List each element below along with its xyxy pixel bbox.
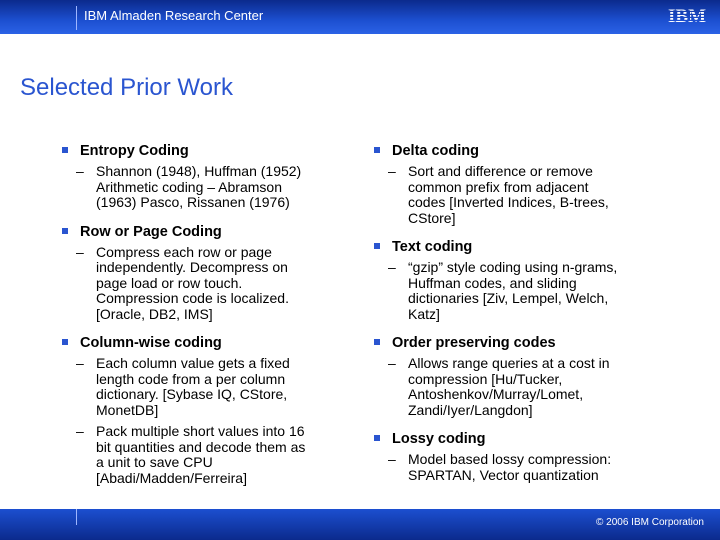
square-bullet-icon bbox=[62, 339, 68, 345]
dash-bullet-icon: – bbox=[76, 243, 84, 260]
footer-bar bbox=[0, 509, 720, 540]
ibm-logo-icon bbox=[664, 6, 710, 24]
sub-bullet-text: Model based lossy compression: SPARTAN, Vector quantization bbox=[408, 451, 612, 483]
left-column bbox=[60, 142, 360, 498]
sub-bullet-item bbox=[60, 164, 360, 211]
sub-bullet-text: Compress each row or page independently. Decompress on page load or row touch. Compression code is localized. [Oracle, DB2, IMS] bbox=[96, 243, 289, 322]
header-bar bbox=[0, 0, 720, 34]
bullet-item bbox=[372, 238, 692, 256]
bullet-item bbox=[372, 430, 692, 448]
right-column bbox=[372, 142, 692, 495]
square-bullet-icon bbox=[62, 228, 68, 234]
dash-bullet-icon: – bbox=[76, 423, 84, 439]
sub-bullet-item bbox=[372, 452, 692, 483]
dash-bullet-icon: – bbox=[76, 163, 84, 179]
bullet-item bbox=[60, 334, 360, 352]
dash-bullet-icon: – bbox=[388, 163, 396, 179]
sub-bullet-item bbox=[372, 356, 692, 418]
copyright-text: © 2006 IBM Corporation bbox=[596, 517, 704, 528]
square-bullet-icon bbox=[62, 147, 68, 153]
bullet-label: Row or Page Coding bbox=[80, 223, 222, 240]
sub-bullet-text: Sort and difference or remove common prefix from adjacent codes [Inverted Indices, B-trees, CStore] bbox=[408, 163, 609, 226]
ibm-logo-text: IBM bbox=[668, 6, 706, 24]
bullet-item bbox=[60, 142, 360, 160]
square-bullet-icon bbox=[374, 339, 380, 345]
bullet-label: Column-wise coding bbox=[80, 335, 222, 351]
sub-bullet-item bbox=[60, 424, 360, 486]
sub-bullet-text: Pack multiple short values into 16 bit quantities and decode them as a unit to save CPU [Abadi/Madden/Ferreira] bbox=[96, 423, 306, 486]
dash-bullet-icon: – bbox=[388, 259, 396, 275]
sub-bullet-text: Shannon (1948), Huffman (1952) Arithmetic coding – Abramson (1963) Pasco, Rissanen (1976) bbox=[96, 163, 302, 210]
slide-title: Selected Prior Work bbox=[20, 74, 233, 101]
sub-bullet-text: “gzip” style coding using n-grams, Huffman codes, and sliding dictionaries [Ziv, Lempel, Welch, Katz] bbox=[408, 259, 618, 322]
dash-bullet-icon: – bbox=[76, 355, 84, 371]
square-bullet-icon bbox=[374, 147, 380, 153]
dash-bullet-icon: – bbox=[388, 451, 396, 467]
bullet-label: Order preserving codes bbox=[392, 335, 556, 351]
dash-bullet-icon: – bbox=[388, 355, 396, 371]
bullet-label: Lossy coding bbox=[392, 431, 486, 447]
bullet-label: Text coding bbox=[392, 239, 473, 255]
square-bullet-icon bbox=[374, 243, 380, 249]
sub-bullet-text: Each column value gets a fixed length code from a per column dictionary. [Sybase IQ, CStore, MonetDB] bbox=[96, 355, 290, 418]
bullet-label: Entropy Coding bbox=[80, 143, 189, 159]
sub-bullet-item bbox=[60, 245, 360, 323]
footer-divider bbox=[76, 509, 77, 525]
square-bullet-icon bbox=[374, 435, 380, 441]
bullet-item bbox=[372, 142, 692, 160]
bullet-item bbox=[372, 334, 692, 352]
sub-bullet-item bbox=[372, 164, 692, 226]
bullet-item bbox=[60, 223, 360, 241]
sub-bullet-text: Allows range queries at a cost in compression [Hu/Tucker, Antoshenkov/Murray/Lomet, Zandi/Iyer/Langdon] bbox=[408, 355, 610, 418]
header-title: IBM Almaden Research Center bbox=[84, 8, 264, 23]
sub-bullet-item bbox=[372, 260, 692, 322]
header-divider bbox=[76, 6, 77, 30]
sub-bullet-item bbox=[60, 356, 360, 418]
bullet-label: Delta coding bbox=[392, 143, 480, 159]
